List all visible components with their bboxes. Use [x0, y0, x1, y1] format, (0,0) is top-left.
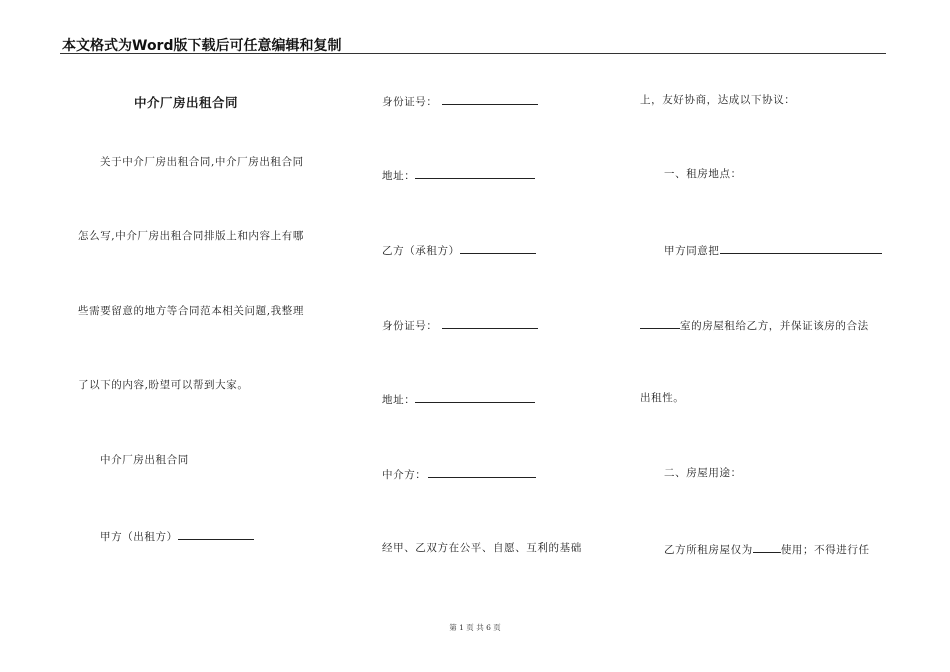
- party-b-blank: [460, 242, 536, 254]
- address-label-1: 地址：: [382, 170, 416, 182]
- intro-line-2: 怎么写,中介厂房出租合同排版上和内容上有哪: [78, 230, 304, 242]
- id-line-1: [382, 93, 538, 109]
- usage-blank: [753, 541, 781, 553]
- address-blank-1: [415, 167, 535, 179]
- address-blank-2: [415, 391, 535, 403]
- address-label-2: 地址：: [382, 394, 416, 406]
- party-a-blank: [178, 528, 254, 540]
- party-a-label: 甲方（出租方）: [100, 531, 178, 543]
- id-blank-2: [442, 317, 538, 329]
- agreement-line: 上，友好协商，达成以下协议：: [640, 94, 796, 106]
- contract-subtitle: 中介厂房出租合同: [100, 454, 189, 466]
- usage-suffix: 使用；不得进行任: [780, 544, 870, 556]
- address-line-1: [382, 167, 535, 183]
- id-blank-1: [442, 93, 538, 105]
- section-1-heading: 一、租房地点：: [664, 168, 742, 180]
- party-b-label: 乙方（承租方）: [382, 245, 460, 257]
- party-a-agrees-line: [664, 242, 882, 258]
- page-number: 第 1 页 共 6 页: [449, 623, 501, 632]
- address-line-2: [382, 391, 535, 407]
- intro-line-1: 关于中介厂房出租合同,中介厂房出租合同: [100, 156, 304, 168]
- basis-line: 经甲、乙双方在公平、自愿、互利的基础: [382, 542, 582, 554]
- page-column-right: [630, 0, 930, 672]
- room-line: [640, 317, 869, 333]
- room-number-blank: [640, 317, 680, 329]
- location-blank: [720, 242, 882, 254]
- intro-line-3: 些需要留意的地方等合同范本相关问题,我整理: [78, 305, 304, 317]
- party-a-line: [100, 528, 254, 544]
- page-column-left: [0, 0, 330, 672]
- section-2-heading: 二、房屋用途：: [664, 467, 742, 479]
- room-line-text: 室的房屋租给乙方，并保证该房的合法: [680, 320, 869, 332]
- usage-line: [664, 541, 870, 557]
- party-b-line: [382, 242, 536, 258]
- id-line-2: [382, 317, 538, 333]
- page-column-middle: [330, 0, 630, 672]
- id-label-2: 身份证号：: [382, 320, 438, 332]
- intro-line-4: 了以下的内容,盼望可以帮到大家。: [78, 379, 249, 391]
- agent-label: 中介方：: [382, 469, 427, 481]
- agent-blank: [428, 466, 536, 478]
- party-a-agrees-label: 甲方同意把: [664, 245, 720, 257]
- id-label-1: 身份证号：: [382, 96, 438, 108]
- document-header-title: 本文格式为Word版下载后可任意编辑和复制: [62, 38, 342, 54]
- agent-line: [382, 466, 536, 482]
- usage-prefix: 乙方所租房屋仅为: [664, 544, 753, 556]
- contract-title: 中介厂房出租合同: [134, 95, 239, 110]
- room-line-end: 出租性。: [640, 392, 685, 404]
